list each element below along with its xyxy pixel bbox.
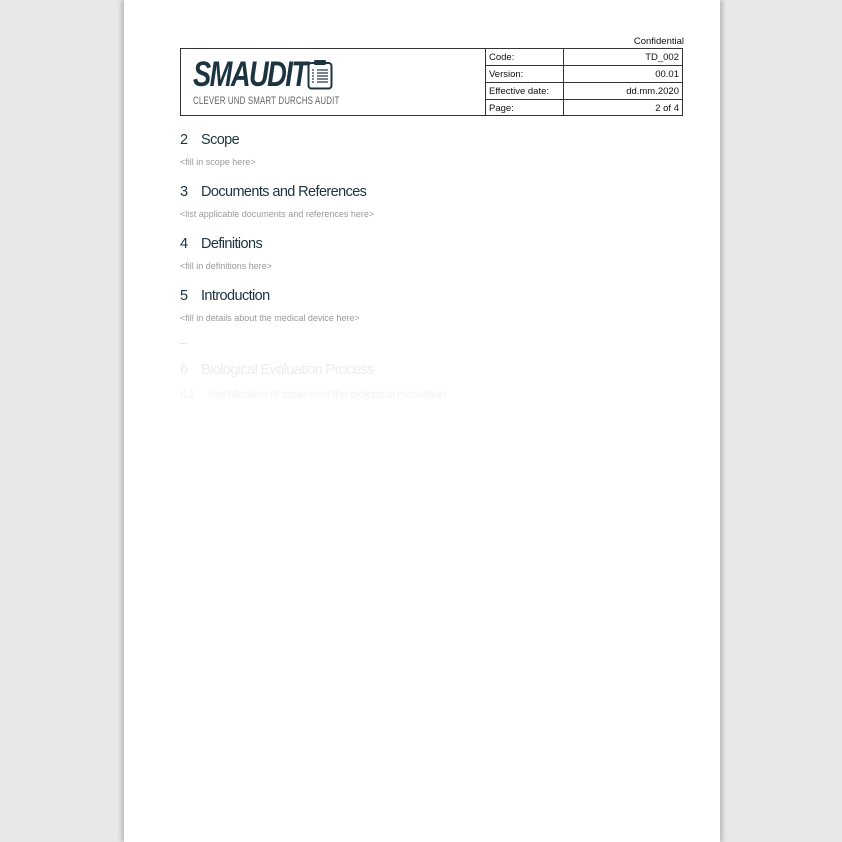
section-placeholder: <fill in scope here>	[180, 157, 256, 167]
section-title: Definitions	[201, 236, 263, 252]
section-number: 6	[180, 362, 188, 378]
logo	[181, 49, 486, 115]
document-header	[180, 48, 683, 116]
meta-value: 00.01	[564, 66, 683, 83]
section-heading-scope	[180, 132, 239, 148]
meta-value: dd.mm.2020	[564, 83, 683, 100]
subsection-number: 6.1	[180, 387, 195, 401]
section-number: 5	[180, 288, 188, 304]
section-title: Introduction	[201, 288, 270, 304]
section-heading-introduction	[180, 288, 270, 304]
section-heading-documents-references	[180, 184, 366, 200]
logo-wordmark: SMAUDIT	[193, 55, 307, 94]
document-page	[124, 0, 720, 842]
ellipsis: ...	[180, 336, 188, 346]
meta-value: TD_002	[564, 49, 683, 66]
section-placeholder: <fill in definitions here>	[180, 261, 273, 271]
meta-row-version	[486, 66, 682, 83]
meta-key: Version:	[486, 66, 564, 83]
meta-value: 2 of 4	[655, 102, 679, 114]
section-title: Scope	[201, 132, 240, 148]
document-meta-table	[486, 49, 682, 116]
subsection-title: Identification of aspects of the biological evaluation	[208, 387, 446, 401]
section-number: 2	[180, 132, 188, 148]
meta-key: Page:	[486, 100, 564, 117]
subsection-heading	[180, 387, 446, 401]
section-placeholder: <fill in details about the medical device here>	[180, 313, 360, 323]
section-placeholder: <list applicable documents and references here>	[180, 209, 375, 219]
section-number: 4	[180, 236, 188, 252]
meta-row-code	[486, 49, 682, 66]
logo-tagline: CLEVER UND SMART DURCHS AUDIT	[193, 95, 340, 107]
clipboard-checklist-icon	[307, 59, 333, 90]
section-title: Biological Evaluation Process	[201, 362, 374, 378]
meta-key: Code:	[486, 49, 564, 66]
meta-row-effective-date	[486, 83, 682, 100]
section-heading-definitions	[180, 236, 262, 252]
section-title: Documents and References	[201, 184, 367, 200]
section-heading-biological-evaluation	[180, 362, 374, 378]
meta-key: Effective date:	[486, 83, 564, 100]
meta-row-page	[486, 100, 682, 117]
section-number: 3	[180, 184, 188, 200]
confidential-label: Confidential	[633, 36, 684, 47]
